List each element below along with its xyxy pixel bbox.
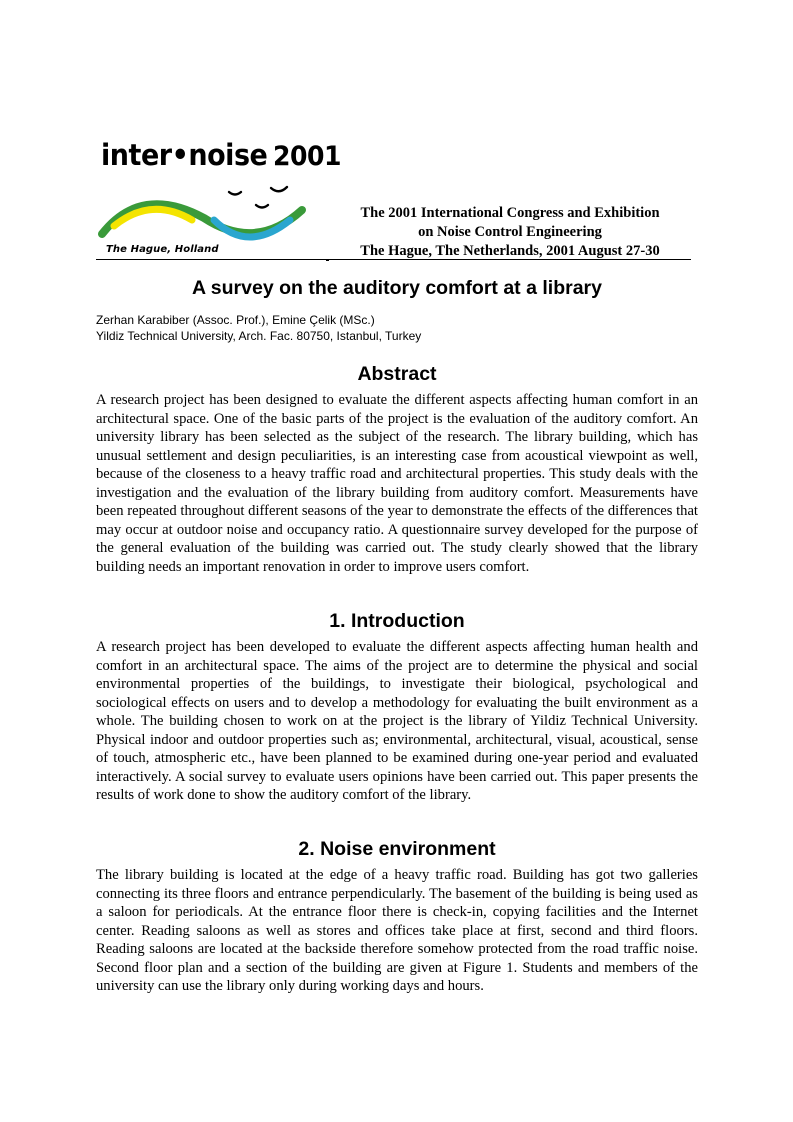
introduction-text: A research project has been developed to evaluate the different aspects affecting human health and comfort in an architectural space. The aims of the project are to determine the physical and social environmental properties of the buildings, to investigate their biological, psychological and sociological effects on users and to develop a methodology for evaluating the built environment as a whole. The building chosen to work on at the project is the library of Yildiz Technical University. Physical indoor and outdoor properties such as; environmental, architectural, visual, acoustical, sense of touch, atmospheric etc., have been planned to be examined during one-year period and evaluated interactively. A social survey to evaluate users opinions have been carried out. This paper presents the results of work done to show the auditory comfort of the library. xyxy=(96,639,698,803)
abstract-heading: Abstract xyxy=(357,363,437,385)
conference-line-1: The 2001 International Congress and Exhibition xyxy=(360,205,660,221)
authors-line: Zerhan Karabiber (Assoc. Prof.), Emine Çelik (MSc.) xyxy=(96,313,375,327)
logo-year: 2001 xyxy=(272,141,341,172)
paper-title: A survey on the auditory comfort at a library xyxy=(192,277,602,299)
header-rule-tick xyxy=(326,259,329,261)
affiliation-line: Yildiz Technical University, Arch. Fac. 80750, Istanbul, Turkey xyxy=(96,329,422,343)
conference-line-2: on Noise Control Engineering xyxy=(418,224,602,240)
logo-wordmark-text: inter•noise xyxy=(101,138,268,172)
introduction-heading: 1. Introduction xyxy=(329,610,465,632)
noise-environment-text: The library building is located at the edge of a heavy traffic road. Building has got two galleries connecting its three floors and entrance perpendicularly. The basement of the building is being used as a saloon for periodicals. At the entrance floor there is check-in, copying facilities and the Internet center. Reading saloons as well as stores and offices take place at first, second and third floors. Reading saloons are located at the backside therefore somehow protected from the road traffic noise. Second floor plan and a section of the building are given at Figure 1. Students and members of the university can use the library only during working days and hours. xyxy=(96,867,698,994)
abstract-text: A research project has been designed to evaluate the different aspects affecting human comfort in an architectural space. One of the basic parts of the project is the evaluation of the auditory comfort. An university library has been selected as the subject of the research. The library building, which has unusual settlement and design peculiarities, is an interesting case from acoustical viewpoint as well, because of the closeness to a heavy traffic road and architectural properties. This study deals with the investigation and the evaluation of the library building from auditory comfort. Measurements have been repeated throughout different seasons of the year to demonstrate the effects of the differences that may occur at outdoor noise and occupancy ratio. A questionnaire survey developed for the purpose of the general evaluation of the building was carried out. The study clearly showed that the library building needs an important renovation in order to improve users comfort. xyxy=(96,392,698,575)
logo-place-text: The Hague, Holland xyxy=(106,244,219,255)
conference-line-3: The Hague, The Netherlands, 2001 August 27-30 xyxy=(360,243,660,259)
noise-environment-heading: 2. Noise environment xyxy=(298,838,496,860)
header-rule xyxy=(96,259,691,260)
conference-logo-waves-icon xyxy=(96,182,316,248)
conference-logo-wordmark xyxy=(101,138,341,174)
authors-block xyxy=(96,312,698,344)
conference-info xyxy=(340,204,680,261)
